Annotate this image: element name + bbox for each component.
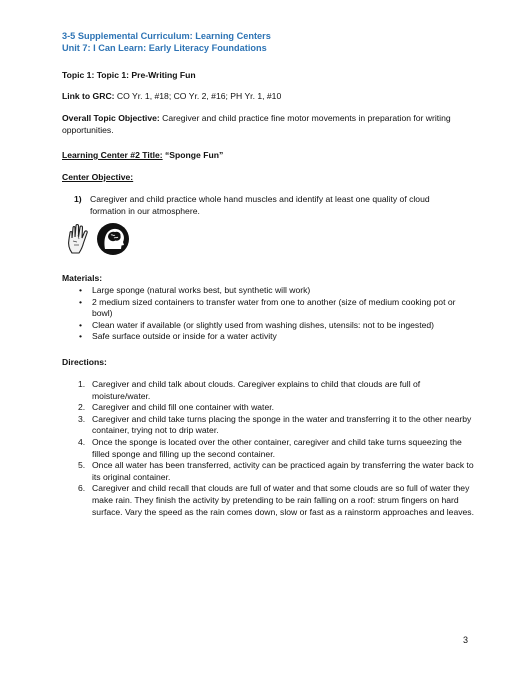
objective-icons [66, 222, 130, 256]
link-label: Link to GRC: [62, 91, 115, 101]
direction-text: Once the sponge is located over the other container, caregiver and child take turns squeezing the filled sponge and filling up the second container. [92, 436, 462, 459]
hand-icon [66, 223, 92, 255]
topic-title: Topic 1: Topic 1: Pre-Writing Fun [62, 70, 196, 80]
direction-text: Caregiver and child talk about clouds. Caregiver explains to child that clouds are full of moisture/water. [92, 379, 421, 401]
direction-text: Caregiver and child take turns placing the sponge in the water and transferring it to the other nearby container, trying not to drip water. [92, 413, 472, 436]
materials-list [79, 285, 472, 343]
bullet-icon: • [79, 296, 83, 307]
header-line-1: 3-5 Supplemental Curriculum: Learning Centers [62, 31, 271, 41]
link-to-grc [62, 91, 281, 103]
objective-item-text: Caregiver and child practice whole hand muscles and identify at least one quality of cloud formation in our atmosphere. [90, 194, 430, 216]
center-objective-heading: Center Objective: [62, 172, 134, 182]
bullet-icon: • [79, 319, 83, 330]
material-text: Safe surface outside or inside for a water activity [92, 331, 277, 342]
center-title-value: “Sponge Fun” [162, 150, 224, 160]
objective-text: Caregiver and child practice fine motor movements in preparation for writing opportunities. [62, 113, 451, 135]
link-value: CO Yr. 1, #18; CO Yr. 2, #16; PH Yr. 1, #10 [114, 91, 282, 101]
head-brain-icon [96, 222, 130, 256]
list-item: 3. Caregiver and child take turns placing the sponge in the water and transferring it to the other nearby container, trying not to drip water. [78, 413, 472, 436]
list-item [79, 296, 472, 320]
direction-text: Caregiver and child recall that clouds are full of water and that some clouds are so full of water they make rain. They finish the activity by pretending to be rain falling on a roof: strum fingers on hard surface. Vary the speed as the rain comes down, slow or fast as a rainstorm approaches and leaves. [92, 483, 474, 517]
list-item: 1. Caregiver and child talk about clouds. Caregiver explains to child that clouds are full of moisture/water. [78, 379, 421, 401]
material-text: Clean water if available (or slightly used from washing dishes, utensils: not to be ingested) [92, 319, 435, 330]
directions-heading: Directions: [62, 357, 107, 367]
direction-text: Once all water has been transferred, activity can be practiced again by transferring the water back to its original container. [92, 460, 474, 482]
list-item: 4. Once the sponge is located over the other container, caregiver and child take turns squeezing the filled sponge and filling up the second container. [78, 436, 462, 459]
page-number: 3 [462, 635, 468, 645]
objective-label: Overall Topic Objective: [62, 113, 160, 123]
list-item [79, 285, 472, 297]
bullet-icon: • [79, 331, 83, 342]
materials-heading: Materials: [62, 273, 103, 283]
center-objective-item [74, 194, 450, 217]
list-item: 2. Caregiver and child fill one container with water. [78, 402, 274, 413]
center-title-label: Learning Center #2 Title: [62, 150, 163, 160]
direction-text: Caregiver and child fill one container with water. [92, 402, 274, 413]
directions-list [78, 379, 474, 518]
center-title [62, 150, 223, 162]
list-item: 6. Caregiver and child recall that clouds are full of water and that some clouds are so full of water they make rain. They finish the activity by pretending to be rain falling on a roof: strum fingers on hard surface. Vary the speed as the rain comes down, slow or fast as a rainstorm approaches and leaves. [78, 483, 474, 517]
header-line-2: Unit 7: I Can Learn: Early Literacy Foundations [62, 43, 267, 53]
bullet-icon: • [79, 285, 83, 295]
material-text: Large sponge (natural works best, but synthetic will work) [92, 285, 311, 295]
list-item [79, 331, 472, 343]
objective-number: 1) [74, 194, 82, 204]
material-text: 2 medium sized containers to transfer water from one to another (size of medium cooking pot or bowl) [92, 296, 456, 319]
list-item: 5. Once all water has been transferred, activity can be practiced again by transferring the water back to its original container. [78, 460, 474, 482]
list-item [79, 319, 472, 332]
overall-objective [62, 113, 474, 136]
